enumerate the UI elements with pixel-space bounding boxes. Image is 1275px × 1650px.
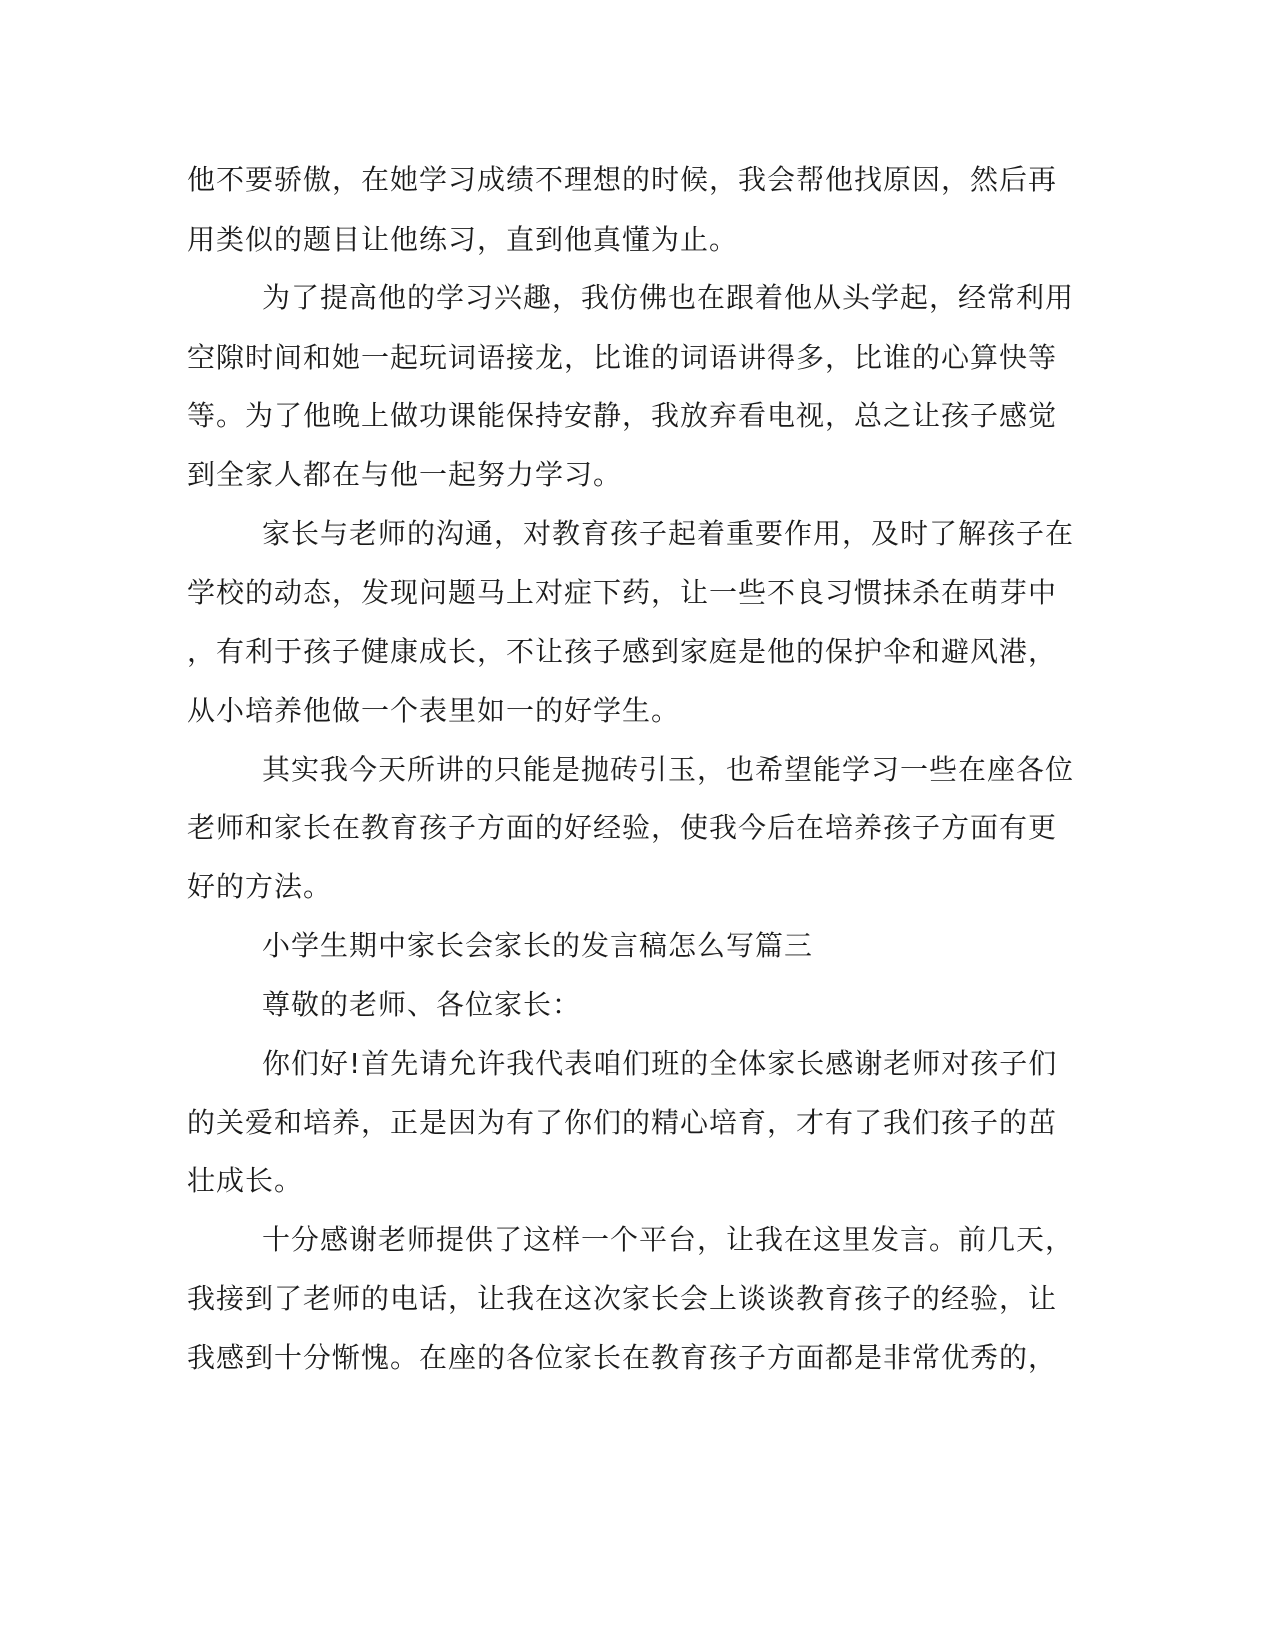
text-line: 的关爱和培养，正是因为有了你们的精心培育，才有了我们孩子的茁 [187,1106,1058,1139]
text-line: 用类似的题目让他练习，直到他真懂为止。 [187,223,739,256]
paragraph-start-line: 家长与老师的沟通，对教育孩子起着重要作用，及时了解孩子在 [262,517,1075,550]
text-line: 空隙时间和她一起玩词语接龙，比谁的词语讲得多，比谁的心算快等 [187,341,1058,374]
text-line: ，有利于孩子健康成长，不让孩子感到家庭是他的保护伞和避风港， [187,635,1058,668]
text-line: 等。为了他晚上做功课能保持安静，我放弃看电视，总之让孩子感觉 [187,399,1058,432]
salutation: 尊敬的老师、各位家长： [262,988,582,1021]
text-line: 我接到了老师的电话，让我在这次家长会上谈谈教育孩子的经验，让 [187,1282,1058,1315]
text-line: 好的方法。 [187,870,333,903]
text-line: 从小培养他做一个表里如一的好学生。 [187,694,681,727]
section-heading: 小学生期中家长会家长的发言稿怎么写篇三 [262,929,814,962]
paragraph-start-line: 十分感谢老师提供了这样一个平台，让我在这里发言。前几天， [262,1223,1075,1256]
text-line: 到全家人都在与他一起努力学习。 [187,458,623,491]
text-line: 学校的动态，发现问题马上对症下药，让一些不良习惯抹杀在萌芽中 [187,576,1058,609]
paragraph-start-line: 为了提高他的学习兴趣，我仿佛也在跟着他从头学起，经常利用 [262,281,1075,314]
text-line: 他不要骄傲，在她学习成绩不理想的时候，我会帮他找原因，然后再 [187,163,1058,196]
paragraph-start-line: 你们好!首先请允许我代表咱们班的全体家长感谢老师对孩子们 [262,1047,1058,1080]
text-line: 壮成长。 [187,1164,304,1197]
paragraph-start-line: 其实我今天所讲的只能是抛砖引玉，也希望能学习一些在座各位 [262,753,1075,786]
text-line: 老师和家长在教育孩子方面的好经验，使我今后在培养孩子方面有更 [187,811,1058,844]
text-line: 我感到十分惭愧。在座的各位家长在教育孩子方面都是非常优秀的， [187,1341,1058,1374]
